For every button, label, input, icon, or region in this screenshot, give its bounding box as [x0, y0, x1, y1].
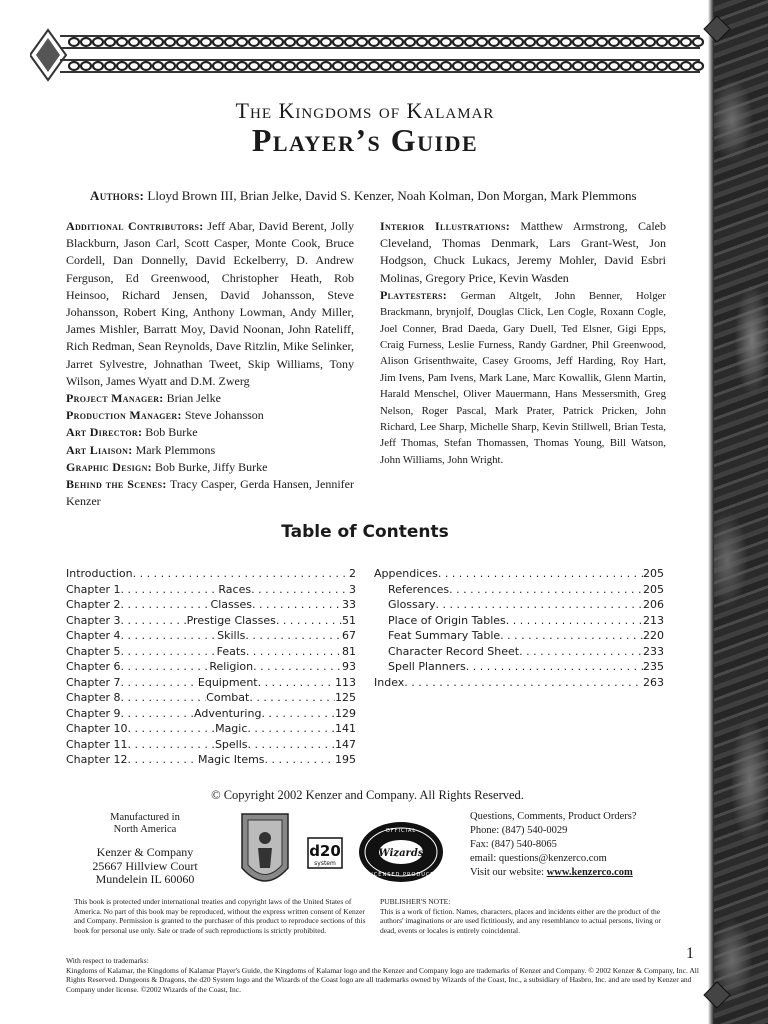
toc-leader: [120, 659, 209, 675]
toc-leader: [261, 706, 335, 722]
toc-leader: [120, 628, 217, 644]
toc-page: 81: [342, 644, 357, 658]
toc-page: 51: [342, 613, 357, 627]
toc-page: 141: [335, 722, 356, 735]
toc-leader: [120, 582, 218, 598]
kenzer-logo: [242, 814, 288, 881]
credits-right-column: [380, 218, 666, 468]
toc-entry[interactable]: [66, 675, 356, 691]
toc-left-column: [66, 566, 356, 768]
toc-chapter: Chapter 12: [66, 753, 128, 766]
svg-text:LICENSED PRODUCT: LICENSED PRODUCT: [367, 872, 435, 878]
corner-ornament-top: [702, 14, 732, 44]
toc-leader: [519, 644, 643, 660]
toc-leader: [245, 628, 342, 644]
credit-label: Art Liaison:: [66, 442, 133, 457]
toc-leader: [500, 628, 643, 644]
legal-notice: This book is protected under international treaties and copyright laws of the United States of America. No part of this book may be reproduced, without the express written consent of Kenzer and Company. Permission is granted to the purchaser of this product to reproduce sections of this book for personal use only. Sale or trade of such reproductions is strictly prohibited.: [74, 897, 366, 935]
publishers-note-text: This is a work of fiction. Names, characters, places and incidents either are the product of the authors' imaginations or are used fictitiously, and any resemblance to actual persons, living or dead, events or locales is entirely coincidental.: [380, 906, 661, 935]
toc-leader: [120, 690, 206, 706]
toc-leader: [466, 659, 643, 675]
toc-entry[interactable]: [374, 582, 664, 598]
credits-left-column: [66, 218, 354, 510]
toc-name: Religion: [209, 660, 254, 673]
toc-chapter: Chapter 2: [66, 598, 121, 611]
trademarks-notice: [66, 956, 706, 994]
toc-leader: [252, 597, 342, 613]
credit-text: Tracy Casper, Gerda Hansen, Jennifer Kenzer: [66, 477, 354, 509]
corner-ornament-bottom: [702, 980, 732, 1010]
toc-leader: [449, 582, 643, 598]
credit-production-manager: [66, 407, 354, 424]
toc-page: 195: [335, 753, 357, 766]
toc-entry[interactable]: [66, 659, 356, 675]
toc-chapter: Chapter 4: [66, 629, 121, 642]
toc-leader: [127, 721, 215, 737]
credit-label: Behind the Scenes:: [66, 477, 167, 492]
contact-heading: Questions, Comments, Product Orders?: [470, 811, 637, 822]
toc-chapter: Introduction: [66, 567, 133, 580]
svg-text:system: system: [314, 860, 336, 867]
toc-entry[interactable]: [374, 613, 664, 629]
contact-fax: Fax: (847) 540-8065: [470, 839, 557, 850]
toc-name: Appendices: [374, 567, 438, 580]
credit-text: Bob Burke, Jiffy Burke: [154, 459, 268, 474]
toc-chapter: Chapter 3: [66, 613, 121, 627]
toc-leader: [436, 597, 643, 613]
toc-entry[interactable]: [66, 690, 356, 706]
credit-text: German Altgelt, John Benner, Holger Brackmann, brynjolf, Douglas Click, Len Cogle, Roxann Cogle, Joel Conner, Brad Daeda, Gary Duell, Ted Elsner, Gigi Epps, Craig Furness, Leslie Furness, Randy Gardner, Phil Greenwood, Alison Grisenthwaite, Casey Grooms, Jeff Harding, Roy Hart, Jim Ivens, Pam Ivens, Mark Lane, Marc Kowallik, Glenn Martin, Harald Menschel, Oliver Mauermann, Hans Messersmith, Greg Nelson, Roger Pascal, Mark Prater, Patrick Pricken, John Richard, Lee Sharp, Michelle Sharp, Kevin Stillwell, Brian Testa, Jeff Thomas, Stefan Thomassen, Thomas Young, Bill Watson, John Williams, John Wright.: [380, 289, 666, 466]
toc-leader: [120, 613, 186, 629]
toc-leader: [127, 737, 214, 753]
address-line: Mundelein IL 60060: [95, 872, 195, 886]
credit-label: Art Director:: [66, 425, 143, 440]
toc-chapter: Chapter 5: [66, 644, 121, 658]
toc-page: 263: [643, 675, 664, 689]
credit-art-liaison: [66, 442, 354, 459]
toc-name: Character Record Sheet: [388, 644, 520, 658]
toc-leader: [276, 613, 342, 629]
toc-name: Magic: [215, 722, 248, 735]
book-subtitle: The Kingdoms of Kalamar: [235, 98, 495, 123]
toc-leader: [127, 752, 197, 768]
trademarks-label: With respect to trademarks:: [66, 956, 149, 965]
toc-name: Place of Origin Tables: [388, 613, 506, 627]
contact-web: [470, 866, 690, 880]
toc-name: Magic Items: [197, 753, 265, 766]
toc-leader: [120, 597, 210, 613]
toc-chapter: Chapter 8: [66, 691, 121, 704]
credit-project-manager: [66, 390, 354, 407]
toc-leader: [258, 675, 335, 691]
toc-name: Glossary: [388, 598, 436, 611]
toc-name: Feat Summary Table: [388, 629, 501, 642]
toc-entry[interactable]: [66, 582, 356, 598]
toc-leader: [120, 644, 216, 660]
credit-label: Additional Contributors:: [66, 219, 204, 233]
credit-graphic-design: [66, 459, 354, 476]
authors-line: [90, 188, 710, 204]
toc-page: 205: [643, 567, 664, 580]
toc-page: 233: [643, 644, 664, 658]
toc-name: References: [388, 582, 450, 596]
credit-interior-illustrations: [380, 218, 666, 287]
toc-chapter: Chapter 10: [66, 722, 128, 735]
toc-name: Skills: [217, 629, 246, 642]
toc-title: Table of Contents: [281, 522, 449, 542]
toc-entry[interactable]: [66, 566, 356, 582]
toc-leader: [120, 706, 194, 722]
credit-playtesters: [380, 287, 666, 468]
toc-entry[interactable]: [66, 613, 356, 629]
book-title: Player’s Guide: [251, 122, 479, 158]
svg-text:OFFICIAL: OFFICIAL: [385, 828, 417, 834]
publisher-logos: [238, 810, 453, 894]
credit-label: Playtesters:: [380, 287, 448, 302]
credit-art-director: [66, 424, 354, 441]
contact-phone: Phone: (847) 540-0029: [470, 825, 568, 836]
toc-entry[interactable]: [66, 752, 356, 768]
toc-name: Feats: [216, 644, 246, 658]
toc-chapter: Chapter 7: [66, 675, 121, 689]
toc-name: Classes: [210, 598, 252, 611]
toc-leader: [438, 566, 643, 582]
copyright-line: © Copyright 2002 Kenzer and Company. All Rights Reserved.: [211, 788, 524, 802]
trademarks-text: Kingdoms of Kalamar, the Kingdoms of Kalamar Player's Guide, the Kingdoms of Kalamar logo and the Kenzer and Company logo are trademarks of Kenzer and Company. © 2002 Kenzer & Company, Inc. All Rights Reserved. Dungeons & Dragons, the d20 System logo and the Wizards of the Coast logo are all trademarks owned by Wizards of the Coast, Inc., a subsidiary of Hasbro, Inc. and are used by Kenzer and Company under license. ©2002 Wizards of the Coast, Inc.: [66, 965, 699, 994]
credit-text: Mark Plemmons: [135, 442, 216, 457]
toc-entry[interactable]: [374, 597, 664, 613]
toc-leader: [506, 613, 643, 629]
credit-additional-contributors: [66, 218, 354, 390]
d20-logo: [308, 838, 342, 868]
toc-leader: [248, 737, 335, 753]
toc-name: Spells: [214, 737, 248, 751]
publishers-note-label: PUBLISHER'S NOTE:: [380, 897, 451, 906]
toc-page: 113: [335, 675, 357, 689]
toc-page: 220: [643, 629, 664, 642]
svg-text:Wizards: Wizards: [378, 848, 424, 859]
manufactured-note: Manufactured in North America: [110, 812, 180, 835]
toc-entry[interactable]: [66, 706, 356, 722]
website-link[interactable]: www.kenzerco.com: [546, 867, 633, 878]
toc-page: 129: [335, 706, 356, 720]
credit-text: Brian Jelke: [166, 391, 221, 406]
toc-leader: [246, 644, 342, 660]
toc-name: Index: [374, 675, 405, 689]
toc-name: Adventuring: [194, 706, 262, 720]
credit-text: Jeff Abar, David Berent, Jolly Blackburn, Jason Carl, Scott Casper, Monte Cook, Bruce Cordell, Dan Donnelly, David Eckelberry, D. Andrew Ferguson, Ed Greenwood, Christopher Heath, Rob Heinsoo, Richard Jensen, David Johansson, Steve Johansson, Robert King, Anthony Lowman, Andy Miller, James Mishler, Barratt Moy, David Noonan, John Rateliff, Rich Redman, Sean Reynolds, Dave Ritzlin, Mike Selinker, Jarret Sylvestre, Johnathan Tweet, Skip Williams, Tony Wilson, James Wyatt and D.M. Zwerg: [66, 219, 354, 388]
toc-page: 147: [335, 737, 356, 751]
credit-label: Graphic Design:: [66, 459, 152, 474]
toc-leader: [253, 659, 342, 675]
toc-entry[interactable]: [374, 644, 664, 660]
svg-text:d20: d20: [309, 842, 341, 860]
toc-page: 213: [643, 613, 664, 627]
toc-chapter: Chapter 9: [66, 706, 121, 720]
toc-chapter: Chapter 1: [66, 582, 121, 596]
address-line: Kenzer & Company: [96, 845, 194, 859]
authors-names: Lloyd Brown III, Brian Jelke, David S. Kenzer, Noah Kolman, Don Morgan, Mark Plemmons: [147, 188, 637, 203]
toc-name: Spell Planners: [388, 660, 466, 673]
toc-entry[interactable]: [66, 597, 356, 613]
toc-page: 3: [349, 582, 356, 596]
toc-page: 235: [643, 660, 664, 673]
celtic-knot-border: [30, 22, 718, 88]
toc-entry[interactable]: [66, 628, 356, 644]
page-number: 1: [686, 945, 694, 962]
toc-name: Races: [218, 582, 252, 596]
credit-label: Interior Illustrations:: [380, 219, 511, 233]
toc-chapter: Chapter 6: [66, 660, 121, 673]
toc-entry[interactable]: [66, 644, 356, 660]
toc-page: 206: [643, 598, 664, 611]
toc-leader: [404, 675, 643, 691]
toc-leader: [251, 582, 349, 598]
toc-page: 125: [335, 691, 356, 704]
contact-info: [470, 810, 690, 880]
authors-label: Authors:: [90, 188, 145, 203]
toc-page: 2: [349, 567, 356, 580]
credit-text: Matthew Armstrong, Caleb Cleveland, Thomas Denmark, Lars Grant-West, Jon Hodgson, Chuck Lukacs, Jeremy Mohler, David Esbri Molinas, Gregory Price, Kevin Wasden: [380, 219, 667, 285]
toc-leader: [249, 690, 335, 706]
web-label: Visit our website:: [470, 867, 545, 878]
toc-page: 67: [342, 629, 356, 642]
toc-entry[interactable]: [374, 659, 664, 675]
toc-entry[interactable]: [66, 721, 356, 737]
toc-entry[interactable]: [374, 628, 664, 644]
toc-page: 205: [643, 582, 664, 596]
toc-leader: [133, 566, 349, 582]
toc-entry[interactable]: [374, 566, 664, 582]
toc-leader: [247, 721, 335, 737]
toc-leader: [265, 752, 335, 768]
credit-behind-the-scenes: [66, 476, 354, 510]
toc-leader: [120, 675, 197, 691]
contact-email[interactable]: email: questions@kenzerco.com: [470, 853, 607, 864]
credit-text: Steve Johansson: [184, 408, 264, 423]
toc-entry[interactable]: [374, 675, 664, 691]
toc-page: 93: [342, 660, 357, 673]
credit-text: Bob Burke: [145, 425, 198, 440]
credit-label: Production Manager:: [66, 408, 182, 423]
publisher-address: [80, 846, 210, 887]
toc-name: Prestige Classes: [186, 613, 276, 627]
toc-entry[interactable]: [66, 737, 356, 753]
toc-right-column: [374, 566, 664, 690]
credit-label: Project Manager:: [66, 391, 164, 406]
toc-name: Combat: [206, 691, 250, 704]
toc-chapter: Chapter 11: [66, 737, 128, 751]
publishers-note: [380, 897, 674, 935]
toc-name: Equipment: [197, 675, 258, 689]
address-line: 25667 Hillview Court: [92, 858, 198, 873]
toc-page: 33: [342, 598, 356, 611]
wizards-licensed-logo: [359, 822, 443, 882]
